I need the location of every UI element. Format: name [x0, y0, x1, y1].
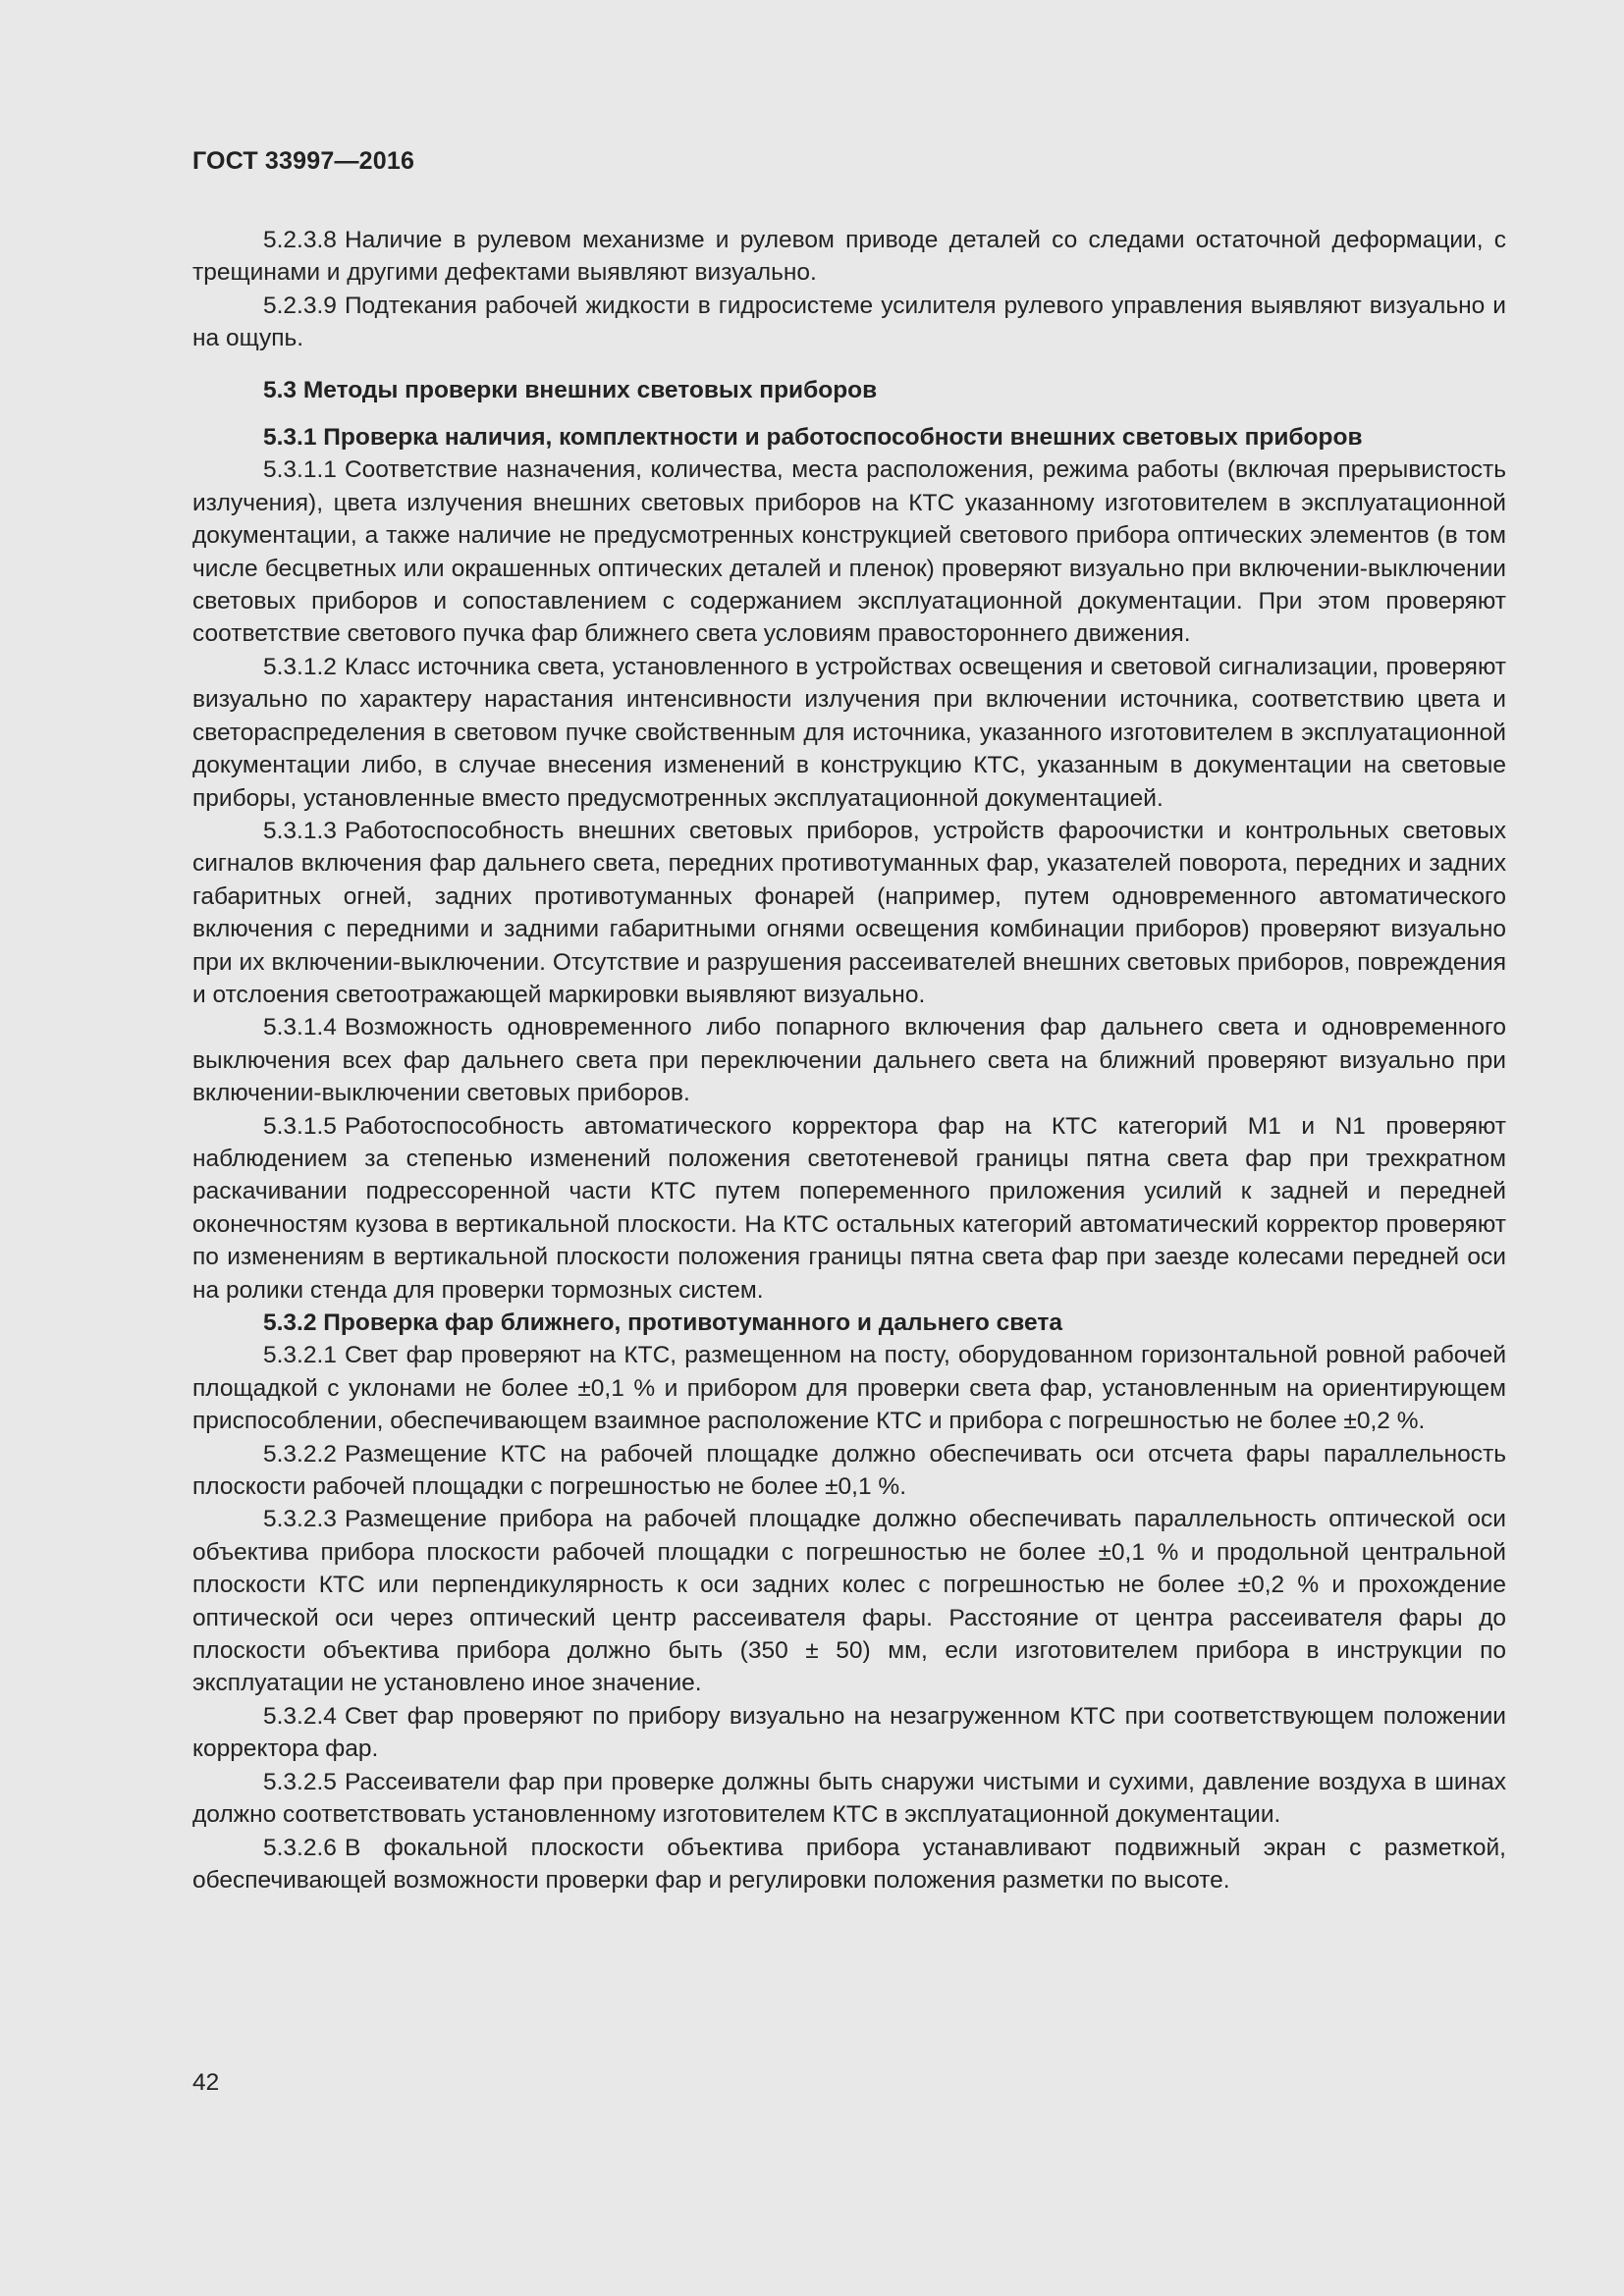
paragraph-5-3-2-5	[192, 1766, 1506, 1832]
clause-number: 5.3.1.4	[263, 1014, 337, 1041]
paragraph-5-3-1-5	[192, 1110, 1506, 1307]
paragraph-5-3-1-2	[192, 651, 1506, 815]
clause-number: 5.3.2.1	[263, 1342, 337, 1369]
clause-number: 5.3.2.5	[263, 1768, 337, 1795]
paragraph-5-3-1-1	[192, 454, 1506, 650]
section-heading-5-3-1: 5.3.1 Проверка наличия, комплектности и работоспособности внешних световых приборов	[263, 424, 1363, 452]
clause-number: 5.2.3.8	[263, 227, 337, 253]
document-body	[192, 224, 1506, 1896]
clause-number: 5.3.1.2	[263, 653, 337, 680]
document-header: ГОСТ 33997—2016	[192, 147, 415, 175]
clause-text: Свет фар проверяют на КТС, размещенном на посту, оборудованном горизонтальной ровной рабочей площадкой с уклонами не более ±0,1 % и прибором для проверки света фар, установленным на ориентирующем приспособлении, обеспечивающем взаимное расположение КТС и прибора с погрешностью не более ±0,2 %.	[192, 1342, 1506, 1435]
clause-text: Возможность одновременного либо попарного включения фар дальнего света и одновременного выключения всех фар дальнего света при переключении дальнего света на ближний проверяют визуально при включении-выключении световых приборов.	[192, 1014, 1506, 1107]
paragraph-5-3-2-1	[192, 1339, 1506, 1437]
clause-number: 5.3.1.1	[263, 456, 337, 484]
paragraph-5-3-1-3	[192, 815, 1506, 1011]
clause-number: 5.3.2.4	[263, 1702, 337, 1730]
clause-text: Свет фар проверяют по прибору визуально на незагруженном КТС при соответствующем положении корректора фар.	[192, 1702, 1506, 1763]
clause-number: 5.3.2.3	[263, 1506, 337, 1533]
clause-number: 5.2.3.9	[263, 292, 337, 319]
section-heading-5-3: 5.3 Методы проверки внешних световых приборов	[263, 376, 878, 403]
paragraph-5-3-1-4	[192, 1011, 1506, 1109]
paragraph-5-3-2-2	[192, 1438, 1506, 1504]
paragraph-5-2-3-8	[192, 224, 1506, 290]
clause-number: 5.3.1.3	[263, 817, 337, 844]
clause-text: Рассеиватели фар при проверке должны быть снаружи чистыми и сухими, давление воздуха в шинах должно соответствовать установленному изготовителем КТС в эксплуатационной документации.	[192, 1768, 1506, 1829]
clause-text: Работоспособность автоматического корректора фар на КТС категорий М1 и N1 проверяют наблюдением за степенью изменений положения светотеневой границы пятна света фар при трехкратном раскачивании подрессоренной части КТС путем попеременного приложения усилий к задней и передней оконечностям кузова в вертикальной плоскости. На КТС остальных категорий автоматический корректор проверяют по изменениям в вертикальной плоскости положения границы пятна света фар при заезде колесами передней оси на ролики стенда для проверки тормозных систем.	[192, 1112, 1506, 1304]
clause-text: Подтекания рабочей жидкости в гидросистеме усилителя рулевого управления выявляют визуально и на ощупь.	[192, 292, 1506, 352]
paragraph-5-3-2-4	[192, 1700, 1506, 1766]
clause-text: Соответствие назначения, количества, места расположения, режима работы (включая прерывистость излучения), цвета излучения внешних световых приборов на КТС указанному изготовителем в эксплуатационной документации, а также наличие не предусмотренных конструкцией светового прибора оптических элементов (в том числе бесцветных или окрашенных оптических деталей и пленок) проверяют визуально при включении-выключении световых приборов и сопоставлением с содержанием эксплуатационной документации. При этом проверяют соответствие светового пучка фар ближнего света условиям правостороннего движения.	[192, 456, 1506, 648]
clause-text: В фокальной плоскости объектива прибора устанавливают подвижный экран с разметкой, обеспечивающей возможности проверки фар и регулировки положения разметки по высоте.	[192, 1834, 1506, 1894]
paragraph-5-2-3-9	[192, 290, 1506, 355]
clause-number: 5.3.2.6	[263, 1834, 337, 1861]
clause-text: Размещение КТС на рабочей площадке должно обеспечивать оси отсчета фары параллельность плоскости рабочей площадки с погрешностью не более ±0,1 %.	[192, 1440, 1506, 1501]
clause-text: Размещение прибора на рабочей площадке должно обеспечивать параллельность оптической оси объектива прибора плоскости рабочей площадки с погрешностью не более ±0,1 % и продольной центральной плоскости КТС или перпендикулярность к оси задних колес с погрешностью не более ±0,2 % и прохождение оптической оси через оптический центр рассеивателя фары. Расстояние от центра рассеивателя фары до плоскости объектива прибора должно быть (350 ± 50) мм, если изготовителем прибора в инструкции по эксплуатации не установлено иное значение.	[192, 1506, 1506, 1697]
paragraph-5-3-2-6	[192, 1832, 1506, 1897]
clause-text: Класс источника света, установленного в устройствах освещения и световой сигнализации, проверяют визуально по характеру нарастания интенсивности излучения при включении источника, соответствию цвета и светораспределения в световом пучке свойственным для источника, указанного изготовителем в эксплуатационной документации либо, в случае внесения изменений в конструкцию КТС, указанным в документации на световые приборы, установленные вместо предусмотренных эксплуатационной документацией.	[192, 653, 1506, 812]
clause-number: 5.3.2.2	[263, 1440, 337, 1468]
page-number: 42	[192, 2069, 220, 2096]
clause-number: 5.3.1.5	[263, 1112, 337, 1140]
paragraph-5-3-2-3	[192, 1503, 1506, 1699]
clause-text: Наличие в рулевом механизме и рулевом приводе деталей со следами остаточной деформации, с трещинами и другими дефектами выявляют визуально.	[192, 227, 1506, 287]
clause-text: Работоспособность внешних световых приборов, устройств фароочистки и контрольных световых сигналов включения фар дальнего света, передних противотуманных фар, указателей поворота, передних и задних габаритных огней, задних противотуманных фонарей (например, путем одновременного автоматического включения с передними и задними габаритными огнями освещения комбинации приборов) проверяют визуально при их включении-выключении. Отсутствие и разрушения рассеивателей внешних световых приборов, повреждения и отслоения светоотражающей маркировки выявляют визуально.	[192, 817, 1506, 1008]
section-heading-5-3-2: 5.3.2 Проверка фар ближнего, противотуманного и дальнего света	[263, 1309, 1062, 1336]
